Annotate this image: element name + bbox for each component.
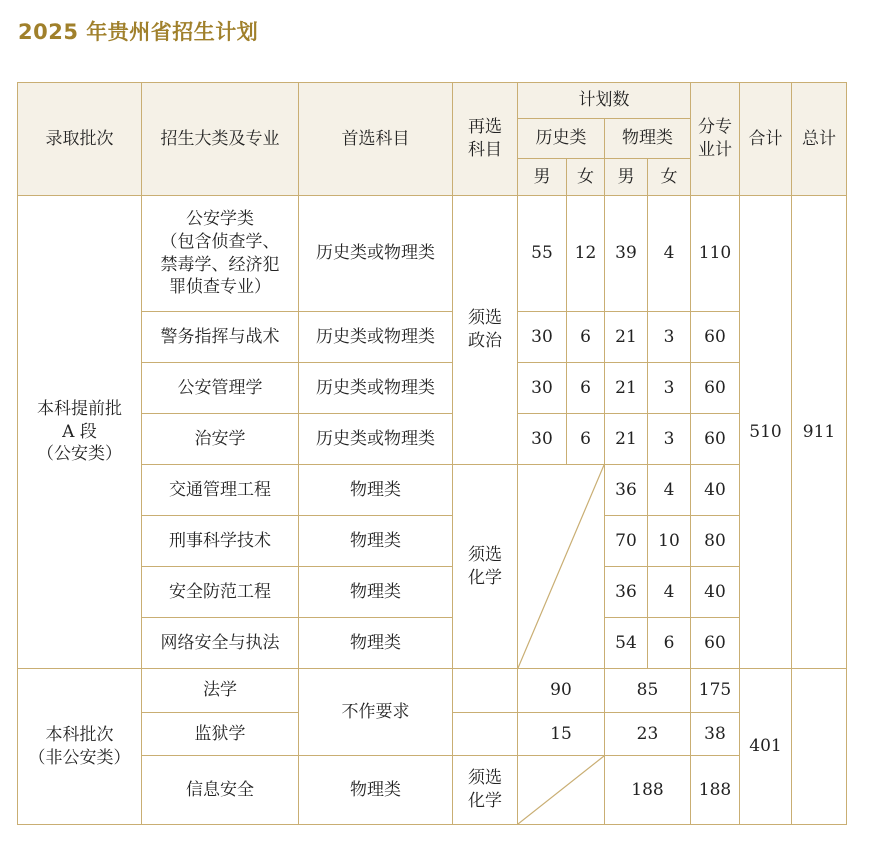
first-subject-cell: 历史类或物理类 [299, 196, 453, 312]
first-subject-cell: 物理类 [299, 756, 453, 825]
header-history-female: 女 [567, 159, 605, 196]
physics-male-cell: 21 [605, 414, 648, 465]
table-row [18, 196, 847, 312]
header-plan-count: 计划数 [518, 83, 691, 119]
physics-female-cell: 4 [648, 567, 691, 618]
table-row [18, 756, 847, 825]
per-major-total-cell: 188 [691, 756, 740, 825]
physics-female-cell: 4 [648, 196, 691, 312]
physics-male-cell: 36 [605, 567, 648, 618]
physics-male-cell: 39 [605, 196, 648, 312]
batch-b-label: 本科批次 （非公安类） [18, 669, 142, 825]
physics-total-cell: 85 [605, 669, 691, 713]
first-subject-cell: 物理类 [299, 567, 453, 618]
page-title: 2025 年贵州省招生计划 [18, 20, 259, 44]
major-cell: 法学 [142, 669, 299, 713]
physics-male-cell: 21 [605, 312, 648, 363]
per-major-total-cell: 38 [691, 713, 740, 756]
first-subject-no-requirement: 不作要求 [299, 669, 453, 756]
major-cell: 公安学类 （包含侦查学、 禁毒学、经济犯 罪侦查专业） [142, 196, 299, 312]
header-physics: 物理类 [605, 119, 691, 159]
first-subject-cell: 历史类或物理类 [299, 363, 453, 414]
major-cell: 交通管理工程 [142, 465, 299, 516]
per-major-total-cell: 175 [691, 669, 740, 713]
per-major-total-cell: 40 [691, 567, 740, 618]
header-physics-female: 女 [648, 159, 691, 196]
history-male-cell: 30 [518, 414, 567, 465]
history-female-cell: 6 [567, 312, 605, 363]
physics-female-cell: 6 [648, 618, 691, 669]
header-second-subject: 再选 科目 [453, 83, 518, 196]
history-total-cell: 90 [518, 669, 605, 713]
table-row [18, 414, 847, 465]
diagonal-slash [518, 756, 604, 824]
history-male-cell: 30 [518, 363, 567, 414]
major-cell: 治安学 [142, 414, 299, 465]
header-batch: 录取批次 [18, 83, 142, 196]
physics-female-cell: 3 [648, 414, 691, 465]
first-subject-cell: 历史类或物理类 [299, 312, 453, 363]
per-major-total-cell: 110 [691, 196, 740, 312]
table-row [18, 363, 847, 414]
physics-female-cell: 3 [648, 312, 691, 363]
table-row [18, 465, 847, 516]
header-major: 招生大类及专业 [142, 83, 299, 196]
history-female-cell: 6 [567, 414, 605, 465]
first-subject-cell: 物理类 [299, 465, 453, 516]
physics-male-cell: 21 [605, 363, 648, 414]
history-total-cell: 15 [518, 713, 605, 756]
physics-total-cell: 23 [605, 713, 691, 756]
major-cell: 刑事科学技术 [142, 516, 299, 567]
header-grand-total: 总计 [792, 83, 847, 196]
physics-female-cell: 4 [648, 465, 691, 516]
header-per-major: 分专 业计 [691, 83, 740, 196]
major-cell: 信息安全 [142, 756, 299, 825]
table-row [18, 618, 847, 669]
history-not-applicable-cell [518, 756, 605, 825]
first-subject-cell: 历史类或物理类 [299, 414, 453, 465]
second-subject-chemistry: 须选 化学 [453, 756, 518, 825]
table-row [18, 312, 847, 363]
history-female-cell: 12 [567, 196, 605, 312]
physics-total-cell: 188 [605, 756, 691, 825]
physics-male-cell: 36 [605, 465, 648, 516]
per-major-total-cell: 60 [691, 363, 740, 414]
header-subtotal: 合计 [740, 83, 792, 196]
header-history-male: 男 [518, 159, 567, 196]
history-male-cell: 55 [518, 196, 567, 312]
physics-female-cell: 10 [648, 516, 691, 567]
major-cell: 监狱学 [142, 713, 299, 756]
history-male-cell: 30 [518, 312, 567, 363]
header-history: 历史类 [518, 119, 605, 159]
per-major-total-cell: 60 [691, 312, 740, 363]
second-subject-politics: 须选 政治 [453, 196, 518, 465]
table-row [18, 669, 847, 713]
major-cell: 网络安全与执法 [142, 618, 299, 669]
second-subject-empty [453, 669, 518, 713]
per-major-total-cell: 80 [691, 516, 740, 567]
physics-male-cell: 54 [605, 618, 648, 669]
major-cell: 公安管理学 [142, 363, 299, 414]
first-subject-cell: 物理类 [299, 516, 453, 567]
batch-a-label: 本科提前批 A 段 （公安类） [18, 196, 142, 669]
header-first-subject: 首选科目 [299, 83, 453, 196]
history-female-cell: 6 [567, 363, 605, 414]
batch-a-subtotal: 510 [740, 196, 792, 669]
history-not-applicable-cell [518, 465, 605, 669]
table-row [18, 516, 847, 567]
grand-total-value: 911 [792, 196, 847, 669]
batch-b-subtotal: 401 [740, 669, 792, 825]
diagonal-slash [518, 465, 604, 668]
grand-total-empty [792, 669, 847, 825]
major-cell: 警务指挥与战术 [142, 312, 299, 363]
enrollment-plan-table [17, 82, 847, 825]
first-subject-cell: 物理类 [299, 618, 453, 669]
major-cell: 安全防范工程 [142, 567, 299, 618]
per-major-total-cell: 60 [691, 414, 740, 465]
per-major-total-cell: 40 [691, 465, 740, 516]
table-row [18, 567, 847, 618]
per-major-total-cell: 60 [691, 618, 740, 669]
second-subject-chemistry: 须选 化学 [453, 465, 518, 669]
second-subject-empty [453, 713, 518, 756]
physics-male-cell: 70 [605, 516, 648, 567]
header-physics-male: 男 [605, 159, 648, 196]
physics-female-cell: 3 [648, 363, 691, 414]
